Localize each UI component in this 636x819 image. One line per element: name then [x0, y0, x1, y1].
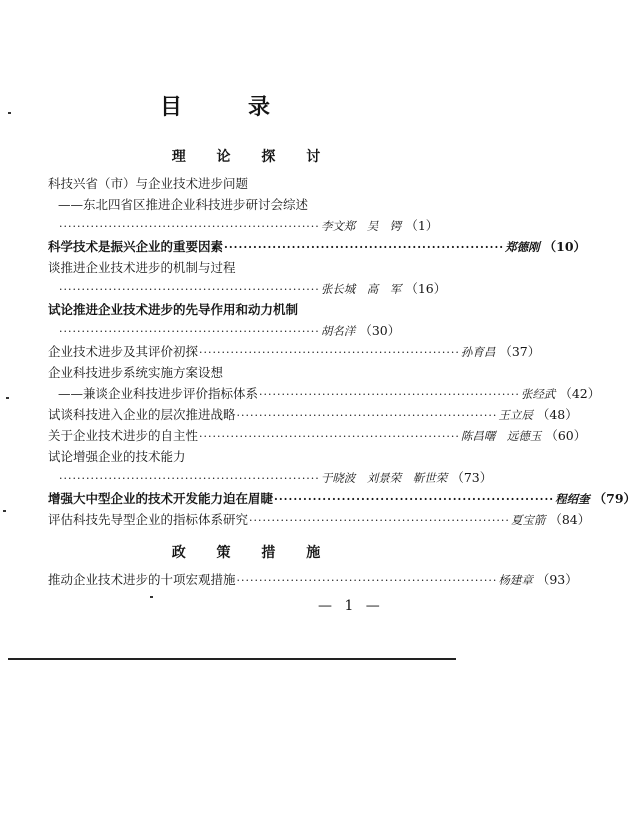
toc-entry-author: 胡名洋 — [320, 324, 356, 338]
toc-entry-author-line — [58, 468, 493, 488]
scan-speck — [8, 112, 11, 114]
toc-entry — [48, 489, 636, 509]
toc-entry-author: 张经武 — [520, 387, 556, 401]
scan-speck — [3, 510, 6, 512]
toc-entry-page: （10） — [543, 239, 587, 254]
page-number: — 1 — — [318, 598, 384, 614]
toc-entry — [48, 510, 591, 530]
title-char-1: 目 — [160, 94, 183, 120]
toc-entry-page: （42） — [559, 386, 601, 401]
toc-entry-author: 王立辰 — [498, 408, 533, 422]
toc-entry-text: 评估科技先导型企业的指标体系研究 — [48, 512, 249, 527]
toc-entry-subtitle — [58, 195, 388, 215]
toc-entry-page: （48） — [536, 407, 578, 422]
toc-entry-title — [48, 174, 388, 194]
toc-entry-author: 张长城 高 军 — [320, 282, 402, 296]
toc-entry-text: 推动企业技术进步的十项宏观措施 — [48, 572, 236, 587]
toc-entry-page: （79） — [593, 491, 636, 506]
toc-entry — [48, 570, 578, 590]
toc-entry-title — [48, 258, 388, 278]
toc-entry-page: （16） — [405, 281, 447, 296]
leader-dots: ·························································· — [249, 514, 510, 527]
toc-entry-page: （60） — [545, 428, 587, 443]
toc-entry-text: 科技兴省（市）与企业技术进步问题 — [48, 176, 249, 191]
toc-entry-page: （1） — [405, 218, 439, 233]
section-heading-theory: 理 论 探 讨 — [171, 149, 334, 165]
scan-speck — [150, 596, 153, 598]
leader-dots: ·························································· — [236, 409, 498, 422]
title-char-2: 录 — [248, 94, 271, 120]
toc-entry-author: 程绍奎 — [555, 492, 590, 506]
toc-entry-text: ——东北四省区推进企业科技进步研讨会综述 — [58, 197, 309, 212]
toc-entry-page: （30） — [359, 323, 401, 338]
toc-entry-text: 试论推进企业技术进步的先导作用和动力机制 — [48, 302, 299, 317]
toc-entry-text: 增强大中型企业的技术开发能力迫在眉睫 — [48, 491, 274, 506]
toc-entry-page: （84） — [549, 512, 591, 527]
toc-entry-text: 试论增强企业的技术能力 — [48, 449, 186, 464]
toc-entry-author: 李文郑 吴 锷 — [320, 219, 402, 233]
toc-entry-title — [48, 447, 388, 467]
toc-entry-page: （93） — [536, 572, 578, 587]
toc-entry-author: 孙育昌 — [460, 345, 496, 359]
toc-entry-author-line — [58, 321, 401, 341]
leader-dots: ·························································· — [199, 346, 460, 359]
toc-entry-title — [48, 363, 388, 383]
scan-speck — [6, 397, 9, 399]
toc-entry-page: （73） — [451, 470, 493, 485]
toc-entry — [48, 342, 541, 362]
toc-entry — [58, 384, 601, 404]
toc-entry-text: 科学技术是振兴企业的重要因素 — [48, 239, 224, 254]
toc-entry — [48, 237, 587, 257]
leader-dots: ·························································· — [199, 430, 460, 443]
toc-entry-text: ——兼谈企业科技进步评价指标体系 — [58, 386, 259, 401]
toc-entry-text: 关于企业技术进步的自主性 — [48, 428, 199, 443]
toc-entry-page: （37） — [499, 344, 541, 359]
toc-entry — [48, 405, 578, 425]
leader-dots: ·························································· — [59, 325, 320, 338]
toc-entry-author-line — [58, 279, 447, 299]
leader-dots: ·························································· — [236, 574, 498, 587]
toc-entry-text: 试谈科技进入企业的层次推进战略 — [48, 407, 236, 422]
leader-dots: ·························································· — [259, 388, 520, 401]
toc-entry-title — [48, 300, 388, 320]
leader-dots: ·························································· — [59, 283, 320, 296]
leader-dots: ·························································· — [59, 220, 320, 233]
section-heading-policy: 政 策 措 施 — [171, 545, 334, 561]
toc-entry-author-line — [58, 216, 439, 236]
toc-entry-text: 谈推进企业技术进步的机制与过程 — [48, 260, 236, 275]
leader-dots: ·························································· — [224, 241, 505, 254]
leader-dots: ·························································· — [59, 472, 320, 485]
toc-entry-author: 杨建章 — [498, 573, 533, 587]
toc-entry-author: 郑德刚 — [505, 240, 540, 254]
page-title — [160, 90, 280, 120]
leader-dots: ·························································· — [274, 493, 555, 506]
toc-entry-author: 于晓波 刘景荣 靳世荣 — [320, 471, 448, 485]
toc-entry-text: 企业技术进步及其评价初探 — [48, 344, 199, 359]
toc-entry-author: 陈昌曙 远德玉 — [460, 429, 542, 443]
toc-entry-author: 夏宝箭 — [510, 513, 546, 527]
toc-entry — [48, 426, 587, 446]
bottom-rule — [8, 658, 456, 660]
toc-entry-text: 企业科技进步系统实施方案设想 — [48, 365, 224, 380]
